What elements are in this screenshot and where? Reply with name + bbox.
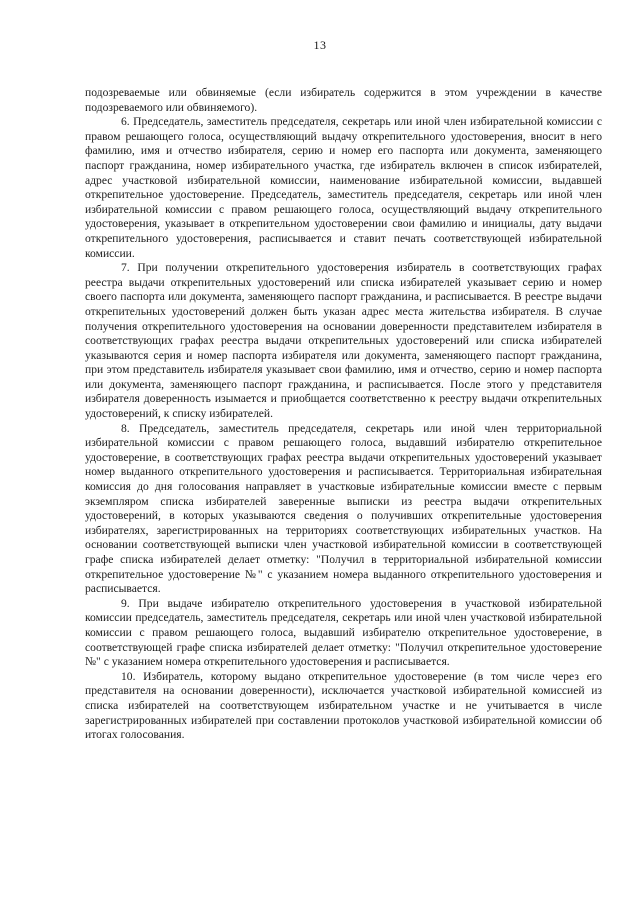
paragraph-7: 7. При получении открепительного удостоверения избиратель в соответствующих графах реестра выдачи открепительных удостоверений или списка избирателей указывает серию и номер своего паспорта или документа, заменяющего паспорт гражданина, и расписывается. В реестре выдачи открепительных удостоверений должен быть указан адрес места жительства избирателя. В случае получения открепительного удостоверения на основании доверенности представителем избирателя в соответствующих графах реестра выдачи открепительных удостоверений или списка избирателей указываются серия и номер паспорта избирателя или документа, заменяющего паспорт гражданина, при этом представитель избирателя указывает свои фамилию, имя и отчество, серию и номер паспорта или документа, заменяющего паспорт гражданина, и расписывается. После этого у представителя избирателя доверенность изымается и приобщается соответственно к реестру выдачи открепительных удостоверений, к списку избирателей. — [85, 261, 602, 421]
paragraph-8: 8. Председатель, заместитель председателя, секретарь или иной член территориальной избирательной комиссии с правом решающего голоса, выдавший избирателю открепительное удостоверение, в соответствующих графах реестра выдачи открепительных удостоверений указывает номер выданного открепительного удостоверения и расписывается. Территориальная избирательная комиссия до дня голосования направляет в участковые избирательные комиссии вместе с первым экземпляром списка избирателей заверенные выписки из реестра выдачи открепительных удостоверений, в которых указываются сведения о получивших открепительные удостоверения избирателях, зарегистрированных на территориях соответствующих избирательных участков. На основании соответствующей выписки член участковой избирательной комиссии в соответствующей графе списка избирателей делает отметку: "Получил в территориальной избирательной комиссии открепительное удостоверение №" с указанием номера выданного открепительного удостоверения и расписывается. — [85, 421, 602, 596]
paragraph-9: 9. При выдаче избирателю открепительного удостоверения в участковой избирательной комиссии председатель, заместитель председателя, секретарь или иной член участковой избирательной комиссии с правом решающего голоса, выдавший избирателю открепительное удостоверение, в соответствующей графе списка избирателей делает отметку: "Получил открепительное удостоверение №" с указанием номера открепительного удостоверения и расписывается. — [85, 596, 602, 669]
page-number: 13 — [313, 38, 327, 52]
document-body — [85, 86, 602, 743]
paragraph-continuation: подозреваемые или обвиняемые (если избиратель содержится в этом учреждении в качестве подозреваемого или обвиняемого). — [85, 86, 602, 114]
paragraph-10: 10. Избиратель, которому выдано открепительное удостоверение (в том числе через его представителя на основании доверенности), исключается участковой избирательной комиссией из списка избирателей на соответствующем избирательном участке и не учитывается в числе зарегистрированных избирателей при составлении протоколов участковой избирательной комиссии об итогах голосования. — [85, 669, 602, 742]
paragraph-6: 6. Председатель, заместитель председателя, секретарь или иной член избирательной комиссии с правом решающего голоса, осуществляющий выдачу открепительного удостоверения, вносит в него фамилию, имя и отчество избирателя, серию и номер его паспорта или документа, заменяющего паспорт гражданина, номер избирательного участка, где избиратель включен в список избирателей, адрес участковой избирательной комиссии, наименование избирательной комиссии, выдавшей открепительное удостоверение. Председатель, заместитель председателя, секретарь или иной член избирательной комиссии с правом решающего голоса, осуществляющий выдачу открепительного удостоверения, указывает в открепительном удостоверении свои фамилию и инициалы, дату выдачи открепительного удостоверения, расписывается и ставит печать соответствующей избирательной комиссии. — [85, 115, 602, 260]
